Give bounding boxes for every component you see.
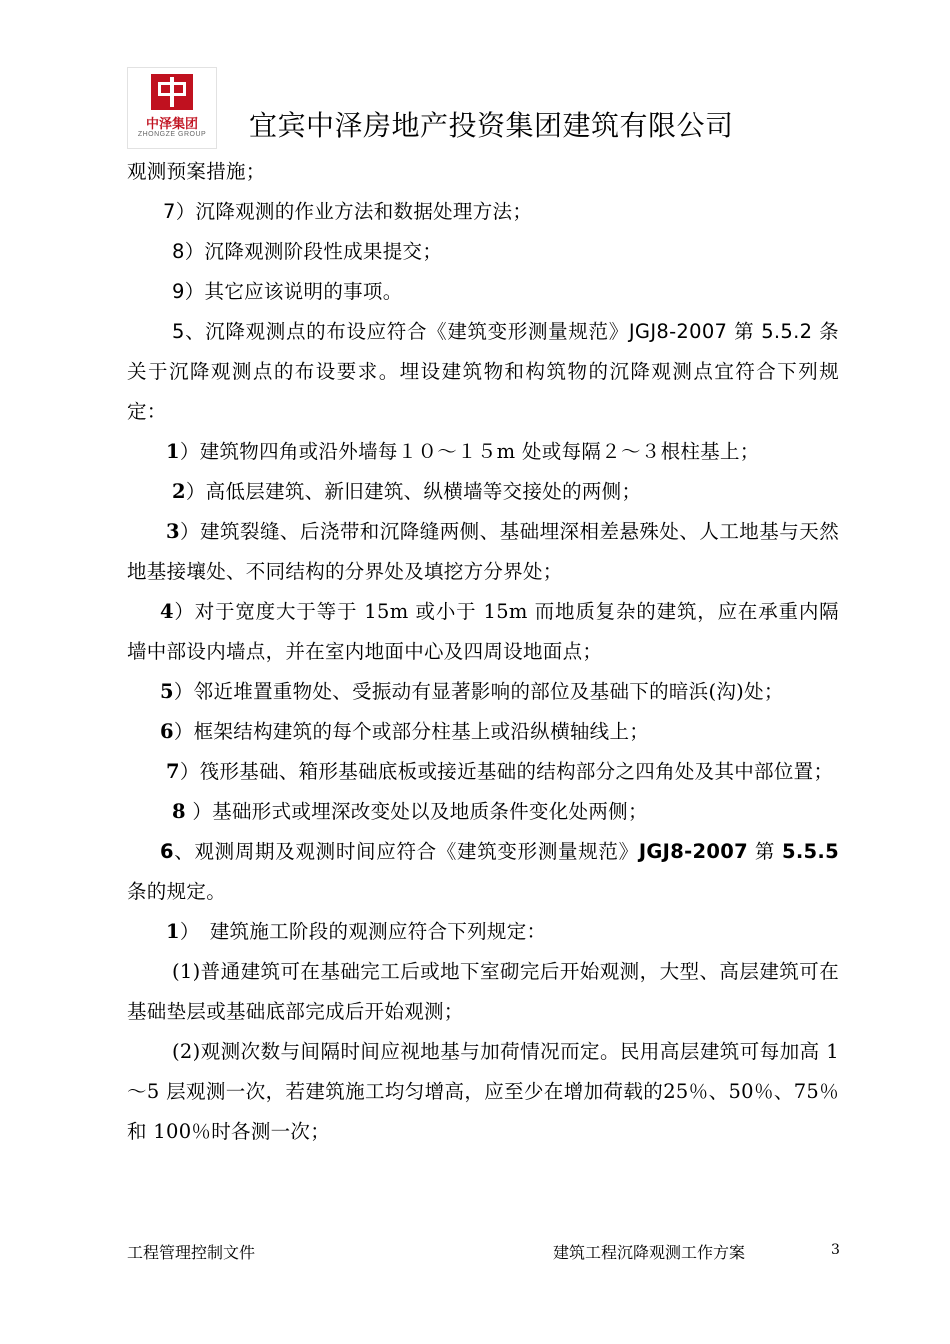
list-item: 8）沉降观测阶段性成果提交； xyxy=(172,240,443,263)
logo-chinese-name: 中泽集团 xyxy=(145,117,198,132)
section-paragraph: 6、观测周期及观测时间应符合《建筑变形测量规范》JGJ8-2007 第 5.5.5 条的规定。 xyxy=(127,840,839,903)
company-name: 宜宾中泽房地产投资集团建筑有限公司 xyxy=(249,109,734,142)
section-paragraph: 5、沉降观测点的布设应符合《建筑变形测量规范》JGJ8-2007 第 5.5.2 条关于沉降观测点的布设要求。埋设建筑物和构筑物的沉降观测点宜符合下列规定： xyxy=(127,320,839,423)
list-item: 6）框架结构建筑的每个或部分柱基上或沿纵横轴线上； xyxy=(160,720,650,743)
list-item: 8 ）基础形式或埋深改变处以及地质条件变化处两侧； xyxy=(172,800,648,823)
sub-item: (1)普通建筑可在基础完工后或地下室砌完后开始观测，大型、高层建筑可在基础垫层或基础底部完成后开始观测； xyxy=(127,960,839,1023)
list-item: 3）建筑裂缝、后浇带和沉降缝两侧、基础埋深相差悬殊处、人工地基与天然地基接壤处、不同结构的分界处及填挖方分界处； xyxy=(127,520,839,583)
document-body xyxy=(127,152,839,1152)
list-item: 1）建筑物四角或沿外墙每１０～１５m 处或每隔２～３根柱基上； xyxy=(166,440,760,463)
sub-item: (2)观测次数与间隔时间应视地基与加荷情况而定。民用高层建筑可每加高 1～5 层观测一次，若建筑施工均匀增高，应至少在增加荷载的25％、50％、75％和 100％时各测一次； xyxy=(127,1040,839,1143)
footer-document-title: 建筑工程沉降观测工作方案 xyxy=(553,1243,746,1262)
footer-left-label: 工程管理控制文件 xyxy=(127,1243,256,1262)
logo-english-name: ZHONGZE GROUP xyxy=(137,131,207,138)
list-item: 5）邻近堆置重物处、受振动有显著影响的部位及基础下的暗浜(沟)处； xyxy=(160,680,784,703)
list-item: 2）高低层建筑、新旧建筑、纵横墙等交接处的两侧； xyxy=(172,480,642,503)
list-item: 7）筏形基础、箱形基础底板或接近基础的结构部分之四角处及其中部位置； xyxy=(166,760,834,783)
list-item: 7）沉降观测的作业方法和数据处理方法； xyxy=(163,200,533,223)
paragraph: 观测预案措施； xyxy=(127,160,266,183)
list-item: 9）其它应该说明的事项。 xyxy=(172,280,403,303)
zhongze-logo-icon xyxy=(151,74,193,110)
company-logo xyxy=(127,67,217,149)
list-item: 1） 建筑施工阶段的观测应符合下列规定： xyxy=(166,920,547,943)
list-item: 4）对于宽度大于等于 15m 或小于 15m 而地质复杂的建筑，应在承重内隔墙中部设内墙点，并在室内地面中心及四周设地面点； xyxy=(127,600,839,663)
page-number: 3 xyxy=(831,1242,840,1258)
